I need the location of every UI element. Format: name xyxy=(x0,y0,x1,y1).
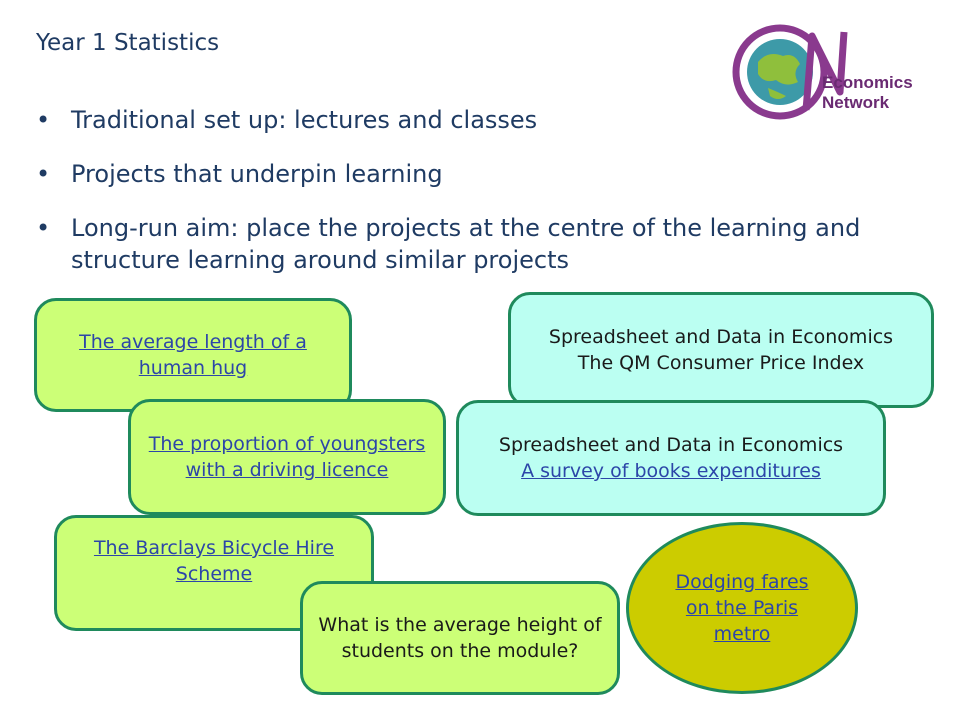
bullet-list xyxy=(36,104,936,298)
cpi-line1: Spreadsheet and Data in Economics xyxy=(548,326,894,348)
hug-project-box xyxy=(34,298,352,412)
logo-text-line1: Economics xyxy=(822,73,913,92)
books-line1: Spreadsheet and Data in Economics xyxy=(498,434,844,456)
logo-text-line2: Network xyxy=(822,93,890,112)
bullet-item: • Long-run aim: place the projects at the centre of the learning and structure learning around similar projects xyxy=(36,212,936,276)
bullet-item: • Projects that underpin learning xyxy=(36,158,936,190)
bicycle-project-link[interactable]: The Barclays Bicycle Hire Scheme xyxy=(93,537,335,585)
books-project-link[interactable]: A survey of books expenditures xyxy=(521,460,821,482)
page-title: Year 1 Statistics xyxy=(36,30,220,56)
hug-project-link[interactable]: The average length of a human hug xyxy=(79,331,307,379)
economics-network-logo xyxy=(728,22,928,122)
books-project-box xyxy=(456,400,886,516)
metro-project-box xyxy=(626,522,858,694)
height-project-text: What is the average height of students on the module? xyxy=(318,614,602,662)
bullet-item: • Traditional set up: lectures and classes xyxy=(36,104,936,136)
cpi-project-box xyxy=(508,292,934,408)
height-project-box xyxy=(300,581,620,695)
metro-project-link[interactable]: Dodging fares on the Paris metro xyxy=(675,571,809,645)
logo-icon xyxy=(728,22,928,122)
cpi-line2: The QM Consumer Price Index xyxy=(577,352,865,374)
driving-project-box xyxy=(128,399,446,515)
driving-project-link[interactable]: The proportion of youngsters with a driving licence xyxy=(148,433,426,481)
